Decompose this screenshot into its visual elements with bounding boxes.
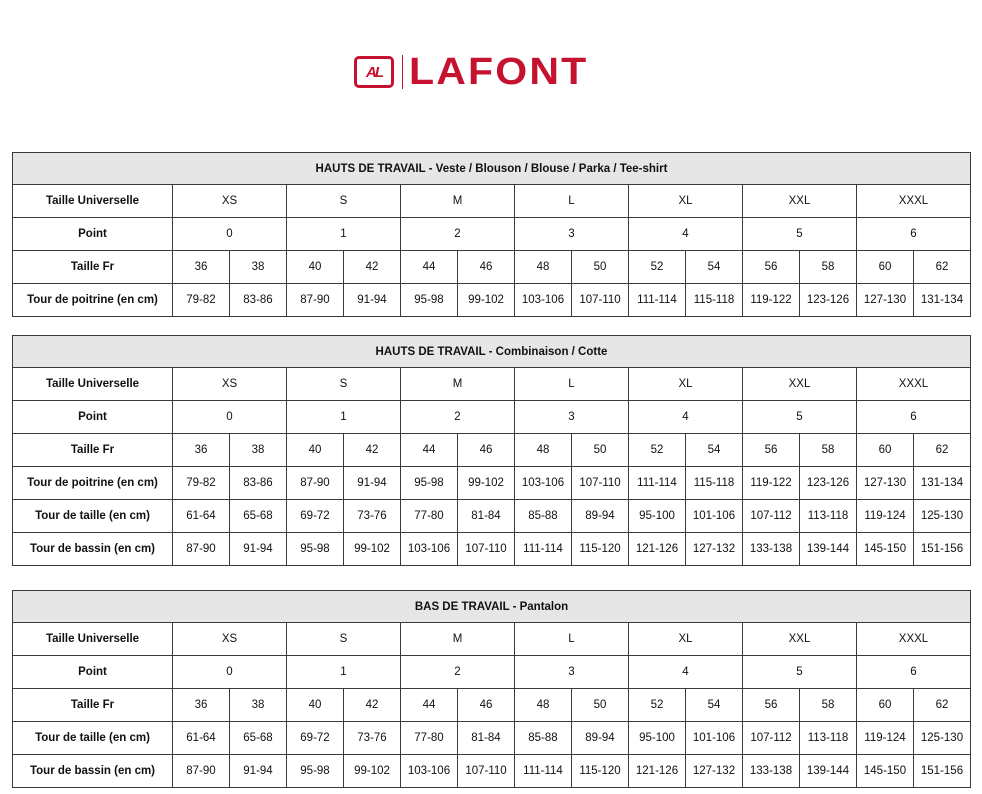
measure-cell: 125-130 bbox=[914, 500, 971, 533]
point-cell: 2 bbox=[401, 656, 515, 689]
fr-size-cell: 54 bbox=[686, 689, 743, 722]
fr-size-cell: 56 bbox=[743, 251, 800, 284]
measure-cell: 91-94 bbox=[344, 467, 401, 500]
measure-cell: 115-120 bbox=[572, 755, 629, 788]
measure-cell: 95-98 bbox=[401, 284, 458, 317]
fr-size-cell: 50 bbox=[572, 434, 629, 467]
row-label-point: Point bbox=[13, 656, 173, 689]
fr-size-cell: 62 bbox=[914, 689, 971, 722]
universal-size-cell: S bbox=[287, 185, 401, 218]
measure-cell: 111-114 bbox=[629, 284, 686, 317]
fr-size-cell: 36 bbox=[173, 251, 230, 284]
universal-size-cell: XL bbox=[629, 185, 743, 218]
measure-cell: 121-126 bbox=[629, 533, 686, 566]
measure-cell: 101-106 bbox=[686, 500, 743, 533]
fr-size-cell: 46 bbox=[458, 251, 515, 284]
measure-cell: 81-84 bbox=[458, 722, 515, 755]
point-cell: 0 bbox=[173, 656, 287, 689]
measure-cell: 99-102 bbox=[458, 284, 515, 317]
fr-size-cell: 48 bbox=[515, 251, 572, 284]
universal-size-cell: XXL bbox=[743, 368, 857, 401]
measure-cell: 121-126 bbox=[629, 755, 686, 788]
fr-size-cell: 42 bbox=[344, 689, 401, 722]
row-label-fr: Taille Fr bbox=[13, 251, 173, 284]
fr-size-cell: 46 bbox=[458, 689, 515, 722]
fr-size-cell: 38 bbox=[230, 251, 287, 284]
point-cell: 0 bbox=[173, 218, 287, 251]
fr-size-cell: 54 bbox=[686, 434, 743, 467]
measure-cell: 127-132 bbox=[686, 755, 743, 788]
fr-size-cell: 58 bbox=[800, 434, 857, 467]
row-label-measure: Tour de poitrine (en cm) bbox=[13, 284, 173, 317]
fr-size-cell: 60 bbox=[857, 434, 914, 467]
size-table-coveralls bbox=[12, 335, 971, 566]
measure-cell: 73-76 bbox=[344, 500, 401, 533]
universal-size-cell: L bbox=[515, 185, 629, 218]
fr-size-cell: 58 bbox=[800, 689, 857, 722]
measure-cell: 61-64 bbox=[173, 722, 230, 755]
fr-size-cell: 44 bbox=[401, 251, 458, 284]
measure-cell: 151-156 bbox=[914, 755, 971, 788]
measure-cell: 91-94 bbox=[344, 284, 401, 317]
measure-cell: 99-102 bbox=[344, 533, 401, 566]
measure-cell: 101-106 bbox=[686, 722, 743, 755]
universal-size-cell: XXL bbox=[743, 185, 857, 218]
measure-cell: 107-110 bbox=[572, 284, 629, 317]
measure-cell: 127-130 bbox=[857, 467, 914, 500]
measure-cell: 127-132 bbox=[686, 533, 743, 566]
fr-size-cell: 38 bbox=[230, 434, 287, 467]
measure-cell: 107-112 bbox=[743, 722, 800, 755]
measure-cell: 91-94 bbox=[230, 533, 287, 566]
measure-cell: 95-98 bbox=[287, 755, 344, 788]
fr-size-cell: 36 bbox=[173, 689, 230, 722]
universal-size-cell: XL bbox=[629, 623, 743, 656]
logo-mark-letters: AL bbox=[366, 63, 382, 81]
measure-cell: 151-156 bbox=[914, 533, 971, 566]
measure-cell: 119-124 bbox=[857, 500, 914, 533]
row-label-measure: Tour de poitrine (en cm) bbox=[13, 467, 173, 500]
measure-cell: 79-82 bbox=[173, 284, 230, 317]
point-cell: 6 bbox=[857, 656, 971, 689]
universal-size-cell: M bbox=[401, 623, 515, 656]
universal-size-cell: XXXL bbox=[857, 623, 971, 656]
measure-cell: 115-118 bbox=[686, 284, 743, 317]
measure-cell: 85-88 bbox=[515, 722, 572, 755]
universal-size-cell: L bbox=[515, 368, 629, 401]
measure-cell: 81-84 bbox=[458, 500, 515, 533]
fr-size-cell: 62 bbox=[914, 434, 971, 467]
measure-cell: 115-118 bbox=[686, 467, 743, 500]
fr-size-cell: 50 bbox=[572, 689, 629, 722]
row-label-point: Point bbox=[13, 218, 173, 251]
measure-cell: 131-134 bbox=[914, 467, 971, 500]
row-label-measure: Tour de bassin (en cm) bbox=[13, 755, 173, 788]
lafont-logo bbox=[354, 51, 589, 93]
table-title: HAUTS DE TRAVAIL - Combinaison / Cotte bbox=[13, 336, 971, 368]
fr-size-cell: 44 bbox=[401, 689, 458, 722]
measure-cell: 73-76 bbox=[344, 722, 401, 755]
point-cell: 1 bbox=[287, 401, 401, 434]
point-cell: 6 bbox=[857, 218, 971, 251]
measure-cell: 87-90 bbox=[287, 284, 344, 317]
fr-size-cell: 52 bbox=[629, 251, 686, 284]
row-label-fr: Taille Fr bbox=[13, 689, 173, 722]
lafont-logo-mark bbox=[354, 56, 394, 88]
measure-cell: 103-106 bbox=[401, 755, 458, 788]
measure-cell: 87-90 bbox=[173, 533, 230, 566]
point-cell: 0 bbox=[173, 401, 287, 434]
measure-cell: 95-100 bbox=[629, 500, 686, 533]
fr-size-cell: 42 bbox=[344, 251, 401, 284]
fr-size-cell: 40 bbox=[287, 251, 344, 284]
point-cell: 1 bbox=[287, 656, 401, 689]
measure-cell: 111-114 bbox=[629, 467, 686, 500]
universal-size-cell: XL bbox=[629, 368, 743, 401]
universal-size-cell: XS bbox=[173, 368, 287, 401]
universal-size-cell: L bbox=[515, 623, 629, 656]
fr-size-cell: 56 bbox=[743, 689, 800, 722]
point-cell: 3 bbox=[515, 218, 629, 251]
measure-cell: 83-86 bbox=[230, 284, 287, 317]
measure-cell: 91-94 bbox=[230, 755, 287, 788]
point-cell: 4 bbox=[629, 656, 743, 689]
measure-cell: 107-110 bbox=[458, 533, 515, 566]
row-label-universal: Taille Universelle bbox=[13, 185, 173, 218]
point-cell: 2 bbox=[401, 218, 515, 251]
fr-size-cell: 36 bbox=[173, 434, 230, 467]
point-cell: 5 bbox=[743, 401, 857, 434]
logo-separator bbox=[402, 55, 403, 89]
row-label-measure: Tour de taille (en cm) bbox=[13, 500, 173, 533]
measure-cell: 69-72 bbox=[287, 722, 344, 755]
measure-cell: 103-106 bbox=[401, 533, 458, 566]
table-title: HAUTS DE TRAVAIL - Veste / Blouson / Blouse / Parka / Tee-shirt bbox=[13, 153, 971, 185]
measure-cell: 131-134 bbox=[914, 284, 971, 317]
universal-size-cell: XS bbox=[173, 185, 287, 218]
universal-size-cell: XXXL bbox=[857, 368, 971, 401]
measure-cell: 145-150 bbox=[857, 533, 914, 566]
measure-cell: 127-130 bbox=[857, 284, 914, 317]
universal-size-cell: XXXL bbox=[857, 185, 971, 218]
row-label-measure: Tour de bassin (en cm) bbox=[13, 533, 173, 566]
point-cell: 6 bbox=[857, 401, 971, 434]
measure-cell: 83-86 bbox=[230, 467, 287, 500]
measure-cell: 65-68 bbox=[230, 500, 287, 533]
measure-cell: 99-102 bbox=[344, 755, 401, 788]
row-label-universal: Taille Universelle bbox=[13, 368, 173, 401]
fr-size-cell: 42 bbox=[344, 434, 401, 467]
measure-cell: 103-106 bbox=[515, 284, 572, 317]
measure-cell: 123-126 bbox=[800, 284, 857, 317]
logo-wordmark: LAFONT bbox=[409, 51, 589, 93]
measure-cell: 145-150 bbox=[857, 755, 914, 788]
measure-cell: 103-106 bbox=[515, 467, 572, 500]
measure-cell: 79-82 bbox=[173, 467, 230, 500]
measure-cell: 119-124 bbox=[857, 722, 914, 755]
measure-cell: 139-144 bbox=[800, 755, 857, 788]
fr-size-cell: 60 bbox=[857, 251, 914, 284]
universal-size-cell: M bbox=[401, 185, 515, 218]
row-label-universal: Taille Universelle bbox=[13, 623, 173, 656]
measure-cell: 95-100 bbox=[629, 722, 686, 755]
measure-cell: 133-138 bbox=[743, 533, 800, 566]
measure-cell: 85-88 bbox=[515, 500, 572, 533]
universal-size-cell: S bbox=[287, 368, 401, 401]
measure-cell: 61-64 bbox=[173, 500, 230, 533]
point-cell: 3 bbox=[515, 656, 629, 689]
measure-cell: 87-90 bbox=[287, 467, 344, 500]
measure-cell: 119-122 bbox=[743, 467, 800, 500]
fr-size-cell: 46 bbox=[458, 434, 515, 467]
point-cell: 1 bbox=[287, 218, 401, 251]
measure-cell: 107-112 bbox=[743, 500, 800, 533]
fr-size-cell: 48 bbox=[515, 689, 572, 722]
measure-cell: 65-68 bbox=[230, 722, 287, 755]
universal-size-cell: XXL bbox=[743, 623, 857, 656]
universal-size-cell: S bbox=[287, 623, 401, 656]
measure-cell: 77-80 bbox=[401, 500, 458, 533]
row-label-measure: Tour de taille (en cm) bbox=[13, 722, 173, 755]
measure-cell: 107-110 bbox=[572, 467, 629, 500]
point-cell: 4 bbox=[629, 401, 743, 434]
fr-size-cell: 40 bbox=[287, 434, 344, 467]
fr-size-cell: 62 bbox=[914, 251, 971, 284]
point-cell: 3 bbox=[515, 401, 629, 434]
fr-size-cell: 60 bbox=[857, 689, 914, 722]
measure-cell: 77-80 bbox=[401, 722, 458, 755]
size-table-trousers bbox=[12, 590, 971, 788]
fr-size-cell: 38 bbox=[230, 689, 287, 722]
measure-cell: 125-130 bbox=[914, 722, 971, 755]
point-cell: 4 bbox=[629, 218, 743, 251]
point-cell: 2 bbox=[401, 401, 515, 434]
measure-cell: 89-94 bbox=[572, 500, 629, 533]
point-cell: 5 bbox=[743, 656, 857, 689]
fr-size-cell: 50 bbox=[572, 251, 629, 284]
fr-size-cell: 40 bbox=[287, 689, 344, 722]
size-table-tops bbox=[12, 152, 971, 317]
measure-cell: 111-114 bbox=[515, 533, 572, 566]
universal-size-cell: XS bbox=[173, 623, 287, 656]
measure-cell: 119-122 bbox=[743, 284, 800, 317]
measure-cell: 123-126 bbox=[800, 467, 857, 500]
point-cell: 5 bbox=[743, 218, 857, 251]
measure-cell: 95-98 bbox=[401, 467, 458, 500]
fr-size-cell: 52 bbox=[629, 434, 686, 467]
measure-cell: 87-90 bbox=[173, 755, 230, 788]
fr-size-cell: 58 bbox=[800, 251, 857, 284]
measure-cell: 133-138 bbox=[743, 755, 800, 788]
table-title: BAS DE TRAVAIL - Pantalon bbox=[13, 591, 971, 623]
measure-cell: 113-118 bbox=[800, 722, 857, 755]
row-label-point: Point bbox=[13, 401, 173, 434]
measure-cell: 99-102 bbox=[458, 467, 515, 500]
measure-cell: 115-120 bbox=[572, 533, 629, 566]
fr-size-cell: 52 bbox=[629, 689, 686, 722]
fr-size-cell: 48 bbox=[515, 434, 572, 467]
fr-size-cell: 54 bbox=[686, 251, 743, 284]
measure-cell: 113-118 bbox=[800, 500, 857, 533]
measure-cell: 139-144 bbox=[800, 533, 857, 566]
measure-cell: 111-114 bbox=[515, 755, 572, 788]
fr-size-cell: 44 bbox=[401, 434, 458, 467]
measure-cell: 95-98 bbox=[287, 533, 344, 566]
fr-size-cell: 56 bbox=[743, 434, 800, 467]
measure-cell: 107-110 bbox=[458, 755, 515, 788]
measure-cell: 89-94 bbox=[572, 722, 629, 755]
row-label-fr: Taille Fr bbox=[13, 434, 173, 467]
universal-size-cell: M bbox=[401, 368, 515, 401]
measure-cell: 69-72 bbox=[287, 500, 344, 533]
